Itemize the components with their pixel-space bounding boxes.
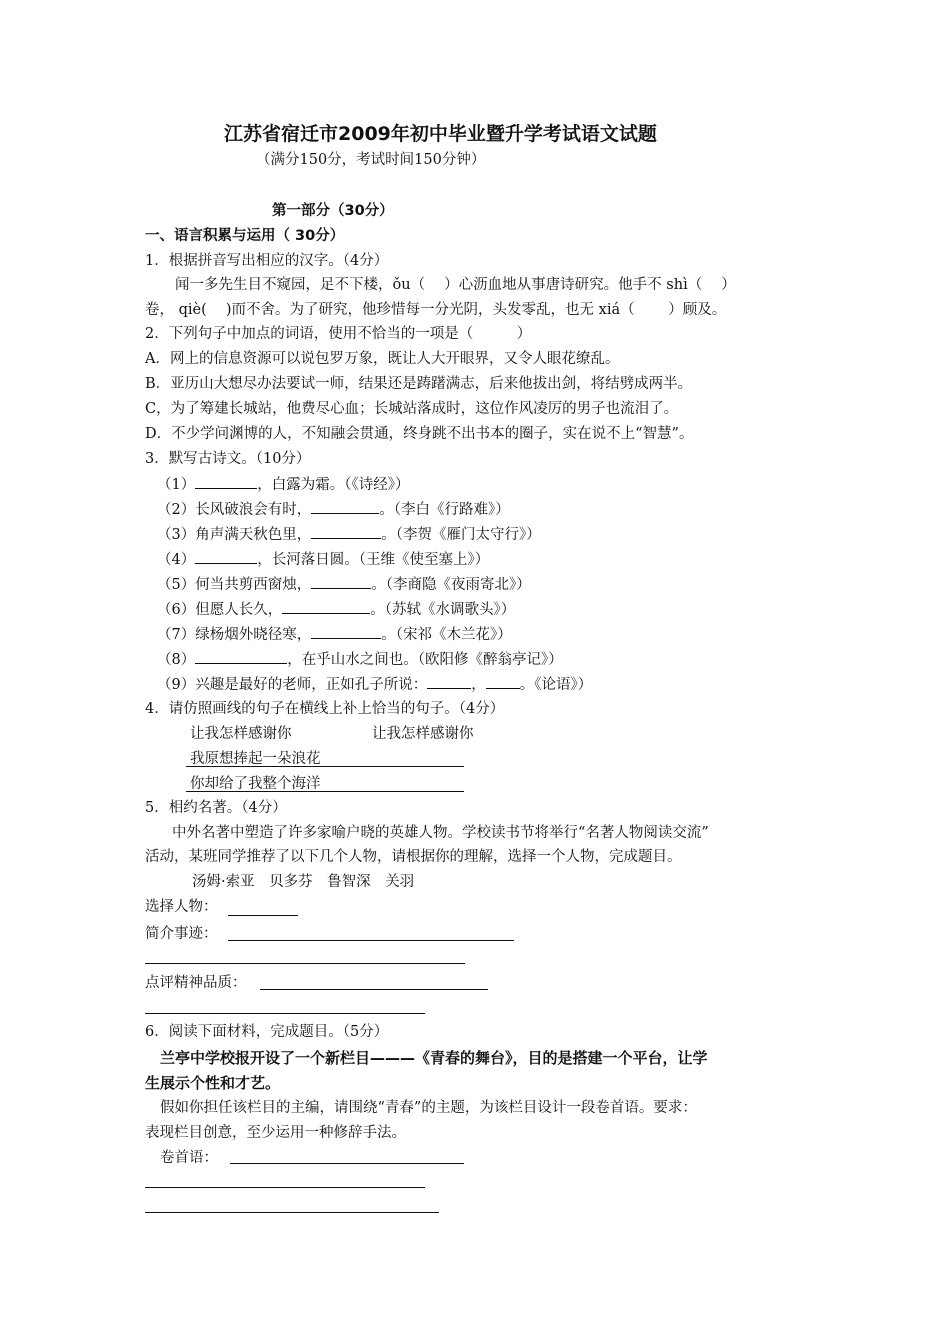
q6-answer-line-1[interactable]: [230, 1163, 464, 1164]
q3-item-7: （7）绿杨烟外晓径寒， 。（宋祁《木兰花》）: [157, 624, 512, 645]
q5-para-2: 活动，某班同学推荐了以下几个人物，请根据你的理解，选择一个人物，完成题目。: [145, 849, 682, 865]
part-heading: 第一部分（30分）: [272, 203, 394, 219]
q6-answer-line-2[interactable]: [145, 1187, 425, 1188]
q5-names: 汤姆·索亚 贝多芬 鲁智深 关羽: [192, 874, 415, 890]
q2-option-d: D．不少学问渊博的人，不知融会贯通，终身跳不出书本的圈子，实在说不上“智慧”。: [145, 426, 694, 442]
answer-blank[interactable]: [311, 624, 381, 639]
q6-material-2: 生展示个性和才艺。: [145, 1074, 281, 1092]
q4-underline-2: [186, 766, 464, 767]
q5-choose-label: 选择人物：: [145, 899, 218, 915]
q3-item-4: （4） ，长河落日圆。（王维《使至塞上》）: [157, 549, 489, 570]
q3-item-6: （6）但愿人长久， 。（苏轼《水调歌头》）: [157, 599, 515, 620]
q3-item-1: （1） ，白露为霜。（《诗经》）: [157, 474, 409, 495]
answer-blank[interactable]: [282, 599, 370, 614]
q6-para-1: 假如你担任该栏目的主编，请围绕“青春”的主题，为该栏目设计一段卷首语。要求：: [160, 1100, 697, 1116]
comment-answer-line-1[interactable]: [260, 989, 488, 990]
q1-stem: 1．根据拼音写出相应的汉字。（4分）: [145, 253, 389, 269]
q5-comment-label: 点评精神品质：: [145, 975, 247, 991]
q4-left-line-1: 让我怎样感谢你: [190, 726, 292, 742]
q4-stem: 4．请仿照画线的句子在横线上补上恰当的句子。（4分）: [145, 701, 505, 717]
q6-stem: 6．阅读下面材料，完成题目。（5分）: [145, 1024, 389, 1040]
q4-right-line-1: 让我怎样感谢你: [372, 726, 474, 742]
answer-blank[interactable]: [195, 549, 257, 564]
q6-answer-line-3[interactable]: [145, 1212, 439, 1213]
q5-para-1: 中外名著中塑造了许多家喻户晓的英雄人物。学校读书节将举行“名著人物阅读交流”: [172, 825, 709, 841]
answer-blank[interactable]: [311, 524, 381, 539]
q3-stem: 3．默写古诗文。（10分）: [145, 451, 311, 467]
page-title: 江苏省宿迁市2009年初中毕业暨升学考试语文试题: [224, 123, 657, 145]
q2-stem: 2．下列句子中加点的词语，使用不恰当的一项是（ ）: [145, 326, 532, 342]
section-heading: 一、语言积累与运用（ 30分）: [145, 228, 345, 244]
answer-blank[interactable]: [311, 574, 371, 589]
brief-answer-line-2[interactable]: [145, 963, 465, 964]
answer-blank[interactable]: [195, 474, 257, 489]
q4-underline-3: [186, 791, 464, 792]
q3-item-8: （8） ，在乎山水之间也。（欧阳修《醉翁亭记》）: [157, 649, 563, 670]
q1-line1: 闻一多先生目不窥园，足不下楼，ǒu（ ）心沥血地从事唐诗研究。他手不 shì（ ）: [175, 277, 736, 293]
q3-item-3: （3）角声满天秋色里， 。（李贺《雁门太守行》）: [157, 524, 541, 545]
q6-para-2: 表现栏目创意，至少运用一种修辞手法。: [145, 1125, 406, 1141]
page-subtitle: （满分150分，考试时间150分钟）: [256, 152, 486, 168]
q4-left-line-3: 你却给了我整个海洋: [190, 776, 321, 792]
answer-blank[interactable]: [311, 499, 379, 514]
q6-material-1: 兰亭中学校报开设了一个新栏目———《青春的舞台》，目的是搭建一个平台，让学: [160, 1049, 708, 1067]
answer-blank[interactable]: [427, 674, 471, 689]
q5-stem: 5．相约名著。（4分）: [145, 800, 287, 816]
brief-answer-line-1[interactable]: [228, 940, 514, 941]
q6-label: 卷首语：: [160, 1150, 218, 1166]
q3-item-9: （9）兴趣是最好的老师，正如孔子所说： ， 。《论语》）: [157, 674, 592, 695]
choose-answer-line[interactable]: [228, 915, 298, 916]
q2-option-a: A．网上的信息资源可以说包罗万象，既让人大开眼界，又令人眼花缭乱。: [145, 351, 620, 367]
answer-blank[interactable]: [195, 649, 287, 664]
q3-item-2: （2）长风破浪会有时， 。（李白《行路难》）: [157, 499, 510, 520]
q2-option-c: C，为了筹建长城站，他费尽心血；长城站落成时，这位作风凌厉的男子也流泪了。: [145, 401, 679, 417]
q2-option-b: B．亚历山大想尽办法要试一师，结果还是踌躇满志，后来他拔出剑，将结劈成两半。: [145, 376, 693, 392]
q4-left-line-2: 我原想捧起一朵浪花: [190, 751, 321, 767]
comment-answer-line-2[interactable]: [145, 1013, 425, 1014]
answer-blank[interactable]: [486, 674, 520, 689]
q3-item-5: （5）何当共剪西窗烛， 。（李商隐《夜雨寄北》）: [157, 574, 531, 595]
q1-line2: 卷， qiè( )而不舍。为了研究，他珍惜每一分光阴，头发零乱，也无 xiá（ ）顾及。: [145, 302, 727, 318]
q5-brief-label: 简介事迹：: [145, 926, 218, 942]
